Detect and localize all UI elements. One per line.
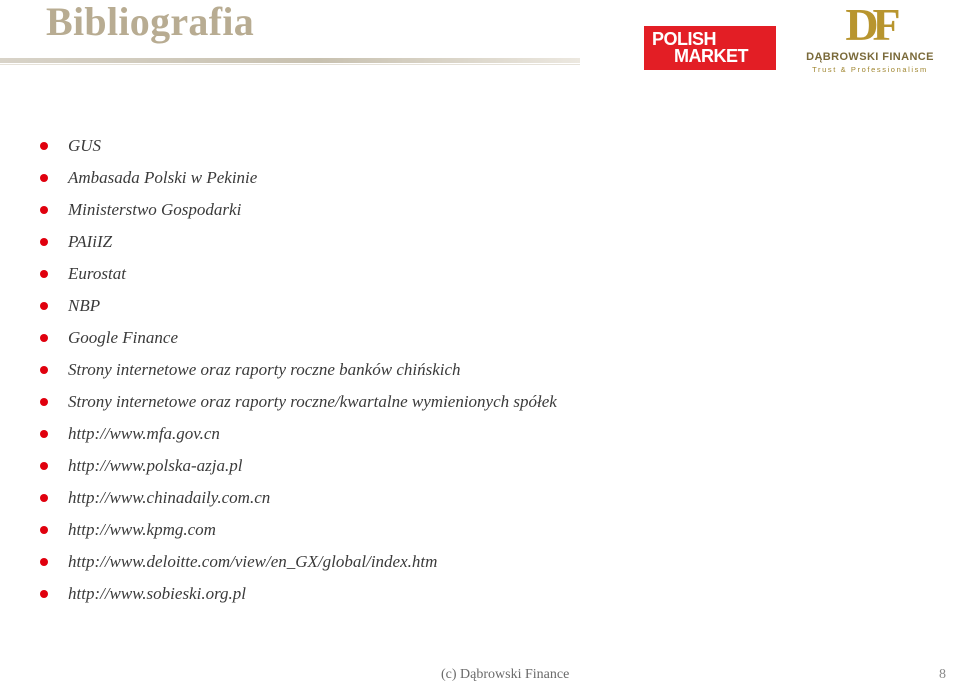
list-item-link[interactable]: http://www.chinadaily.com.cn <box>68 488 271 507</box>
bullet-icon <box>40 270 48 278</box>
dabrowski-finance-logo <box>800 0 940 76</box>
title-underline-thin <box>0 64 580 65</box>
bullet-icon <box>40 494 48 502</box>
list-item-text: NBP <box>68 296 101 315</box>
list-item <box>40 546 557 578</box>
footer-copyright: (c) Dąbrowski Finance <box>441 667 570 682</box>
list-item <box>40 450 557 482</box>
bullet-icon <box>40 366 48 374</box>
polish-market-logo-line1: POLISH <box>652 29 717 49</box>
df-company-name: DĄBROWSKI FINANCE <box>806 51 934 63</box>
list-item-link[interactable]: http://www.kpmg.com <box>68 520 216 539</box>
list-item-text: Strony internetowe oraz raporty roczne banków chińskich <box>68 360 461 379</box>
title-underline <box>0 58 580 63</box>
bibliography-list <box>40 130 557 610</box>
bullet-icon <box>40 398 48 406</box>
list-item-text: Google Finance <box>68 328 178 347</box>
list-item <box>40 290 557 322</box>
list-item-text: Eurostat <box>68 264 126 283</box>
bullet-icon <box>40 558 48 566</box>
bullet-icon <box>40 238 48 246</box>
polish-market-logo-line2: MARKET <box>674 46 748 66</box>
list-item-link[interactable]: http://www.sobieski.org.pl <box>68 584 247 603</box>
bullet-icon <box>40 174 48 182</box>
bullet-icon <box>40 206 48 214</box>
list-item <box>40 482 557 514</box>
list-item <box>40 130 557 162</box>
list-item-text: PAIiIZ <box>68 232 113 251</box>
polish-market-logo <box>644 26 776 70</box>
df-monogram: DF <box>845 0 895 50</box>
list-item <box>40 354 557 386</box>
bullet-icon <box>40 302 48 310</box>
list-item-text: Strony internetowe oraz raporty roczne/kwartalne wymienionych spółek <box>68 392 557 411</box>
bullet-icon <box>40 526 48 534</box>
bullet-icon <box>40 142 48 150</box>
list-item <box>40 194 557 226</box>
list-item <box>40 386 557 418</box>
list-item <box>40 322 557 354</box>
list-item-link[interactable]: http://www.polska-azja.pl <box>68 456 243 475</box>
list-item <box>40 258 557 290</box>
bullet-icon <box>40 334 48 342</box>
list-item-text: Ministerstwo Gospodarki <box>68 200 242 219</box>
list-item <box>40 226 557 258</box>
slide-title: Bibliografia <box>46 0 255 44</box>
bullet-icon <box>40 430 48 438</box>
list-item-text: GUS <box>68 136 102 155</box>
bullet-icon <box>40 462 48 470</box>
list-item-link[interactable]: http://www.mfa.gov.cn <box>68 424 220 443</box>
df-tagline: Trust & Professionalism <box>812 65 928 74</box>
list-item <box>40 162 557 194</box>
page-number: 8 <box>939 667 946 682</box>
list-item-link[interactable]: http://www.deloitte.com/view/en_GX/global/index.htm <box>68 552 438 571</box>
list-item <box>40 578 557 610</box>
list-item <box>40 514 557 546</box>
list-item <box>40 418 557 450</box>
list-item-text: Ambasada Polski w Pekinie <box>68 168 258 187</box>
bullet-icon <box>40 590 48 598</box>
